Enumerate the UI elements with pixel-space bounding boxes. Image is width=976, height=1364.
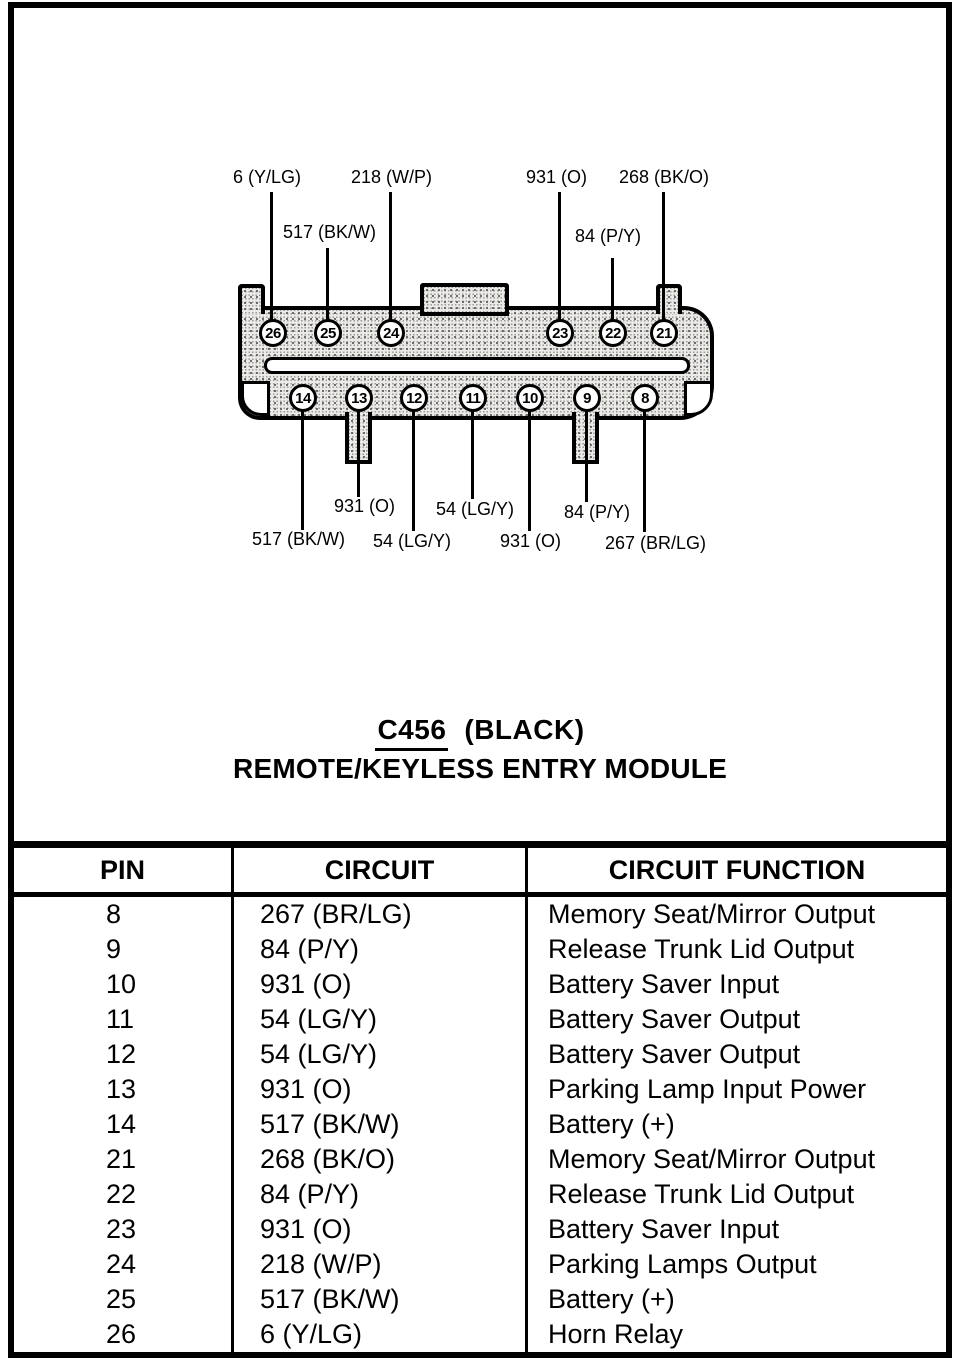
cell-pin: 26 [14,1317,234,1352]
table-row [14,1107,946,1142]
wire-label-pin11: 54 (LG/Y) [436,499,515,519]
cell-circuit: 54 (LG/Y) [234,1037,528,1072]
cell-circuit: 54 (LG/Y) [234,1002,528,1037]
wire-label-pin14: 517 (BK/W) [252,529,346,549]
lead-line-pin22 [611,258,614,322]
cell-pin: 22 [14,1177,234,1212]
cell-circuit: 931 (O) [234,1072,528,1107]
table-row [14,932,946,967]
table-row [14,1002,946,1037]
cell-circuit: 931 (O) [234,967,528,1002]
lead-line-pin11 [471,409,474,499]
cell-pin: 12 [14,1037,234,1072]
table-header-row [14,848,946,897]
table-row [14,967,946,1002]
table-row [14,1212,946,1247]
cell-pin: 8 [14,897,234,932]
lead-line-pin26 [270,192,273,322]
table-row [14,897,946,932]
cell-function: Horn Relay [548,1319,684,1349]
lead-line-pin24 [389,192,392,322]
pin-circle-11: 11 [459,384,487,412]
wire-label-pin21: 268 (BK/O) [619,167,710,187]
cell-function: Battery Saver Output [548,1004,801,1034]
table-row [14,1282,946,1317]
module-name: REMOTE/KEYLESS ENTRY MODULE [233,753,727,784]
connector-left-shoulder [238,284,265,314]
table-header-circuit: CIRCUIT [234,848,528,892]
lead-line-pin9 [585,409,588,502]
wire-label-pin12: 54 (LG/Y) [373,531,452,551]
cell-function: Battery (+) [548,1109,675,1139]
wire-label-pin24: 218 (W/P) [351,167,433,187]
pin-circle-26: 26 [259,319,287,347]
pin-circle-10: 10 [516,384,544,412]
cell-function: Parking Lamps Output [548,1249,817,1279]
table-row [14,1177,946,1212]
wire-label-pin23: 931 (O) [526,167,588,187]
connector-title [14,714,946,746]
pin-circle-23: 23 [546,319,574,347]
lead-line-pin21 [662,192,665,322]
connector-top-tab [420,283,509,316]
pin-circle-25: 25 [314,319,342,347]
wire-label-pin10: 931 (O) [500,531,562,551]
cell-pin: 14 [14,1107,234,1142]
cell-pin: 11 [14,1002,234,1037]
lead-line-pin8 [643,409,646,532]
connector-color-note: (BLACK) [464,714,585,745]
pin-circle-13: 13 [345,384,373,412]
cell-pin: 25 [14,1282,234,1317]
wire-label-pin9: 84 (P/Y) [564,502,631,522]
table-header-function: CIRCUIT FUNCTION [608,854,866,885]
table-row [14,1247,946,1282]
pin-circle-9: 9 [573,384,601,412]
wire-label-pin8: 267 (BR/LG) [605,533,707,553]
lead-line-pin13 [357,409,360,497]
cell-circuit: 267 (BR/LG) [234,897,528,932]
cell-circuit: 517 (BK/W) [234,1282,528,1317]
pin-circle-24: 24 [377,319,405,347]
pin-circle-8: 8 [631,384,659,412]
cell-circuit: 218 (W/P) [234,1247,528,1282]
wire-label-pin13: 931 (O) [334,496,396,516]
cell-function: Parking Lamp Input Power [548,1074,867,1104]
pin-circle-21: 21 [650,319,678,347]
wire-label-pin22: 84 (P/Y) [575,226,642,246]
cell-circuit: 84 (P/Y) [234,932,528,967]
pin-circle-22: 22 [599,319,627,347]
cell-function: Battery Saver Input [548,969,780,999]
lead-line-pin25 [326,248,329,322]
pin-circle-12: 12 [400,384,428,412]
cell-pin: 10 [14,967,234,1002]
cell-function: Memory Seat/Mirror Output [548,899,876,929]
cell-circuit: 268 (BK/O) [234,1142,528,1177]
table-body [14,897,946,1352]
cell-circuit: 517 (BK/W) [234,1107,528,1142]
table-row [14,1037,946,1072]
connector-center-slot [264,357,690,374]
cell-function: Battery Saver Input [548,1214,780,1244]
wire-label-pin25: 517 (BK/W) [283,222,377,242]
cell-pin: 21 [14,1142,234,1177]
lead-line-pin12 [412,409,415,531]
pinout-table [8,841,952,1358]
cell-pin: 13 [14,1072,234,1107]
cell-function: Release Trunk Lid Output [548,934,855,964]
lead-line-pin23 [558,192,561,322]
cell-pin: 23 [14,1212,234,1247]
cell-pin: 24 [14,1247,234,1282]
pin-circle-14: 14 [289,384,317,412]
cell-function: Battery Saver Output [548,1039,801,1069]
connector-right-tab [656,284,682,314]
wire-label-pin26: 6 (Y/LG) [233,167,302,187]
cell-function: Release Trunk Lid Output [548,1179,855,1209]
lead-line-pin14 [301,409,304,530]
connector-id: C456 [375,714,448,751]
cell-circuit: 84 (P/Y) [234,1177,528,1212]
cell-function: Battery (+) [548,1284,675,1314]
cell-circuit: 6 (Y/LG) [234,1317,528,1352]
table-header-pin: PIN [14,848,234,892]
cell-function: Memory Seat/Mirror Output [548,1144,876,1174]
lead-line-pin10 [528,409,531,531]
table-row [14,1142,946,1177]
cell-pin: 9 [14,932,234,967]
table-row [14,1072,946,1107]
cell-circuit: 931 (O) [234,1212,528,1247]
table-row [14,1317,946,1352]
